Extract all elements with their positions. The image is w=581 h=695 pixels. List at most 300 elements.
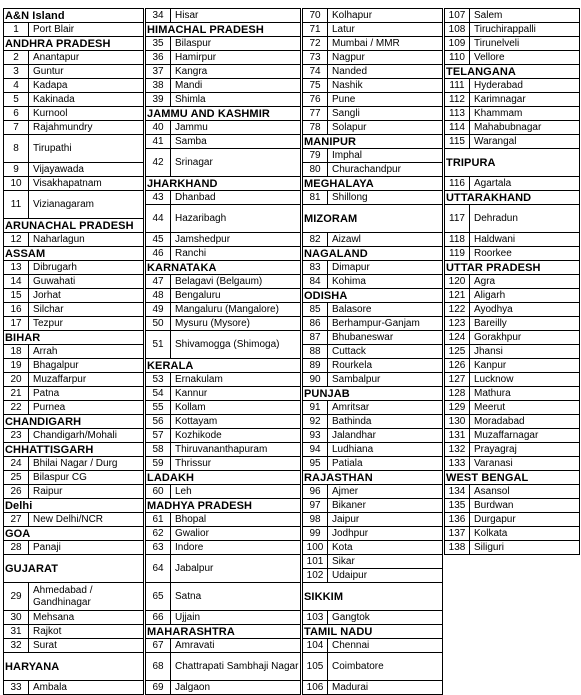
table-row [146, 37, 301, 51]
city-name: Arrah [29, 345, 144, 358]
state-heading-rajasthan: RAJASTHAN [303, 471, 443, 484]
city-name: Gorakhpur [470, 331, 580, 344]
table-row [303, 499, 443, 513]
table-row [4, 583, 144, 611]
city-name: Kolkata [470, 527, 580, 540]
city-number: 39 [146, 93, 171, 106]
state-heading-maharashtra: MAHARASHTRA [146, 625, 301, 638]
city-name: Bhilai Nagar / Durg [29, 457, 144, 470]
city-name: Thrissur [171, 457, 301, 470]
table-row [146, 275, 301, 289]
city-name: Kolhapur [328, 9, 443, 22]
table-column-3 [302, 8, 443, 695]
table-row [303, 37, 443, 51]
city-number: 51 [146, 331, 171, 358]
city-name: Gangtok [328, 611, 443, 624]
state-heading-row [146, 471, 301, 485]
city-number: 84 [303, 275, 328, 288]
table-column-1 [3, 8, 144, 695]
city-name: Ranchi [171, 247, 301, 260]
city-name: Ernakulam [171, 373, 301, 386]
table-row [146, 331, 301, 359]
state-heading-assam: ASSAM [4, 247, 144, 260]
city-number: 5 [4, 93, 29, 106]
city-name: Kangra [171, 65, 301, 78]
city-number: 11 [4, 191, 29, 218]
city-number: 29 [4, 583, 29, 610]
table-row [4, 121, 144, 135]
table-row [303, 317, 443, 331]
table-row [146, 79, 301, 93]
city-name: Kozhikode [171, 429, 301, 442]
state-heading-row [303, 387, 443, 401]
state-heading-row [4, 443, 144, 457]
city-number: 81 [303, 191, 328, 204]
city-name: Jhansi [470, 345, 580, 358]
city-number: 3 [4, 65, 29, 78]
city-name: Dhanbad [171, 191, 301, 204]
city-name: Thiruvananthapuram [171, 443, 301, 456]
table-row [445, 275, 580, 289]
state-heading-manipur: MANIPUR [303, 135, 443, 148]
table-row [4, 387, 144, 401]
table-row [445, 121, 580, 135]
city-name: Varanasi [470, 457, 580, 470]
table-row [303, 163, 443, 177]
state-heading-goa: GOA [4, 527, 144, 540]
city-number: 116 [445, 177, 470, 190]
city-name: Kakinada [29, 93, 144, 106]
city-name: Leh [171, 485, 301, 498]
table-row [445, 93, 580, 107]
table-row [303, 261, 443, 275]
city-name: Vijayawada [29, 163, 144, 176]
city-number: 95 [303, 457, 328, 470]
table-row [445, 177, 580, 191]
city-number: 24 [4, 457, 29, 470]
city-name: Indore [171, 541, 301, 554]
city-name: Karimnagar [470, 93, 580, 106]
state-heading-row [4, 555, 144, 583]
city-number: 101 [303, 555, 328, 568]
table-row [4, 233, 144, 247]
city-number: 77 [303, 107, 328, 120]
state-heading-row [303, 625, 443, 639]
city-name: Bengaluru [171, 289, 301, 302]
table-row [146, 415, 301, 429]
city-number: 80 [303, 163, 328, 176]
table-row [146, 653, 301, 681]
city-number: 37 [146, 65, 171, 78]
city-name: Burdwan [470, 499, 580, 512]
table-column-2 [145, 8, 301, 695]
table-row [445, 443, 580, 457]
state-heading-row [445, 471, 580, 485]
table-row [4, 23, 144, 37]
table-row [303, 303, 443, 317]
city-number: 70 [303, 9, 328, 22]
table-row [303, 275, 443, 289]
city-number: 85 [303, 303, 328, 316]
state-heading-row [303, 205, 443, 233]
city-number: 83 [303, 261, 328, 274]
city-name: Ahmedabad / Gandhinagar [29, 583, 144, 610]
city-number: 69 [146, 681, 171, 694]
city-name: Ayodhya [470, 303, 580, 316]
table-column-4 [444, 8, 580, 555]
table-row [146, 373, 301, 387]
table-row [303, 107, 443, 121]
state-heading-sikkim: SIKKIM [303, 583, 443, 610]
table-row [303, 681, 443, 695]
table-row [445, 37, 580, 51]
city-number: 49 [146, 303, 171, 316]
city-number: 105 [303, 653, 328, 680]
city-number: 41 [146, 135, 171, 148]
city-name: Mathura [470, 387, 580, 400]
table-row [4, 625, 144, 639]
city-number: 111 [445, 79, 470, 92]
table-row [445, 303, 580, 317]
city-number: 94 [303, 443, 328, 456]
city-name: Mehsana [29, 611, 144, 624]
city-name: Hisar [171, 9, 301, 22]
city-number: 23 [4, 429, 29, 442]
state-heading-row [303, 135, 443, 149]
city-name: Ujjain [171, 611, 301, 624]
state-heading-jammu-and-kashmir: JAMMU AND KASHMIR [146, 107, 301, 120]
city-number: 76 [303, 93, 328, 106]
state-heading-row [146, 625, 301, 639]
city-number: 31 [4, 625, 29, 638]
city-number: 2 [4, 51, 29, 64]
table-row [146, 93, 301, 107]
state-heading-tamil-nadu: TAMIL NADU [303, 625, 443, 638]
city-number: 87 [303, 331, 328, 344]
city-name: Satna [171, 583, 301, 610]
city-number: 118 [445, 233, 470, 246]
city-number: 92 [303, 415, 328, 428]
city-name: Aizawl [328, 233, 443, 246]
city-number: 74 [303, 65, 328, 78]
city-number: 54 [146, 387, 171, 400]
table-row [303, 191, 443, 205]
table-row [146, 555, 301, 583]
table-row [303, 23, 443, 37]
table-row [4, 191, 144, 219]
table-row [146, 387, 301, 401]
city-number: 131 [445, 429, 470, 442]
table-row [445, 79, 580, 93]
table-row [445, 317, 580, 331]
state-heading-bihar: BIHAR [4, 331, 144, 344]
city-name: Mumbai / MMR [328, 37, 443, 50]
table-row [303, 513, 443, 527]
state-heading-row [4, 331, 144, 345]
state-heading-aandn-island: A&N Island [4, 9, 144, 22]
city-number: 28 [4, 541, 29, 554]
table-row [4, 471, 144, 485]
table-row [445, 401, 580, 415]
table-row [4, 401, 144, 415]
table-row [303, 541, 443, 555]
state-heading-row [445, 261, 580, 275]
state-heading-tripura: TRIPURA [445, 149, 580, 176]
city-name: Roorkee [470, 247, 580, 260]
state-heading-kerala: KERALA [146, 359, 301, 372]
table-row [445, 485, 580, 499]
table-row [146, 9, 301, 23]
city-name: Bhubaneswar [328, 331, 443, 344]
city-number: 117 [445, 205, 470, 232]
city-name: Khammam [470, 107, 580, 120]
city-number: 19 [4, 359, 29, 372]
city-number: 107 [445, 9, 470, 22]
state-heading-row [146, 499, 301, 513]
city-name: Mahabubnagar [470, 121, 580, 134]
city-number: 122 [445, 303, 470, 316]
city-name: Hamirpur [171, 51, 301, 64]
city-name: Warangal [470, 135, 580, 148]
city-number: 32 [4, 639, 29, 652]
city-number: 98 [303, 513, 328, 526]
table-row [4, 51, 144, 65]
state-heading-row [146, 23, 301, 37]
state-heading-uttar-pradesh: UTTAR PRADESH [445, 261, 580, 274]
city-number: 46 [146, 247, 171, 260]
state-heading-row [4, 653, 144, 681]
city-number: 64 [146, 555, 171, 582]
state-heading-chhattisgarh: CHHATTISGARH [4, 443, 144, 456]
city-number: 22 [4, 401, 29, 414]
table-row [4, 79, 144, 93]
city-number: 62 [146, 527, 171, 540]
city-number: 58 [146, 443, 171, 456]
table-row [146, 485, 301, 499]
city-number: 30 [4, 611, 29, 624]
state-heading-madhya-pradesh: MADHYA PRADESH [146, 499, 301, 512]
city-name: Amritsar [328, 401, 443, 414]
table-row [445, 527, 580, 541]
city-number: 125 [445, 345, 470, 358]
table-row [303, 401, 443, 415]
city-name: Silchar [29, 303, 144, 316]
city-name: Kadapa [29, 79, 144, 92]
table-row [146, 303, 301, 317]
city-name: Bareilly [470, 317, 580, 330]
city-number: 113 [445, 107, 470, 120]
city-name: Guntur [29, 65, 144, 78]
city-name: Lucknow [470, 373, 580, 386]
city-name: Guwahati [29, 275, 144, 288]
state-heading-haryana: HARYANA [4, 653, 144, 680]
state-heading-row [303, 471, 443, 485]
city-name: Naharlagun [29, 233, 144, 246]
table-row [445, 23, 580, 37]
city-name: Sangli [328, 107, 443, 120]
city-name: Rajahmundry [29, 121, 144, 134]
city-number: 8 [4, 135, 29, 162]
city-number: 14 [4, 275, 29, 288]
city-name: Chattrapati Sambhaji Nagar [171, 653, 301, 680]
table-row [4, 513, 144, 527]
table-row [146, 583, 301, 611]
city-name: Berhampur-Ganjam [328, 317, 443, 330]
city-name: Dehradun [470, 205, 580, 232]
table-row [4, 107, 144, 121]
table-row [445, 9, 580, 23]
city-number: 71 [303, 23, 328, 36]
table-row [4, 457, 144, 471]
city-name: Durgapur [470, 513, 580, 526]
city-number: 10 [4, 177, 29, 190]
city-number: 102 [303, 569, 328, 582]
table-row [4, 429, 144, 443]
table-row [445, 135, 580, 149]
city-name: Agra [470, 275, 580, 288]
city-number: 35 [146, 37, 171, 50]
table-row [146, 443, 301, 457]
state-heading-gujarat: GUJARAT [4, 555, 144, 582]
table-row [303, 555, 443, 569]
table-row [303, 9, 443, 23]
state-heading-row [4, 415, 144, 429]
city-name: Vizianagaram [29, 191, 144, 218]
city-number: 63 [146, 541, 171, 554]
table-row [4, 261, 144, 275]
city-number: 47 [146, 275, 171, 288]
state-heading-odisha: ODISHA [303, 289, 443, 302]
city-name: Patiala [328, 457, 443, 470]
state-heading-meghalaya: MEGHALAYA [303, 177, 443, 190]
city-name: Cuttack [328, 345, 443, 358]
table-row [303, 485, 443, 499]
table-row [4, 359, 144, 373]
table-row [303, 653, 443, 681]
city-name: Muzaffarpur [29, 373, 144, 386]
table-row [445, 51, 580, 65]
city-number: 127 [445, 373, 470, 386]
city-name: Bilaspur CG [29, 471, 144, 484]
city-name: Dimapur [328, 261, 443, 274]
city-number: 4 [4, 79, 29, 92]
city-name: Hyderabad [470, 79, 580, 92]
table-row [146, 639, 301, 653]
city-number: 120 [445, 275, 470, 288]
city-number: 1 [4, 23, 29, 36]
city-name: Meerut [470, 401, 580, 414]
city-name: Jodhpur [328, 527, 443, 540]
city-number: 93 [303, 429, 328, 442]
table-row [445, 345, 580, 359]
state-heading-punjab: PUNJAB [303, 387, 443, 400]
city-name: Jalgaon [171, 681, 301, 694]
table-row [445, 499, 580, 513]
city-number: 21 [4, 387, 29, 400]
table-row [303, 429, 443, 443]
city-name: Srinagar [171, 149, 301, 176]
state-heading-telangana: TELANGANA [445, 65, 580, 78]
city-name: Latur [328, 23, 443, 36]
city-name: Tirunelveli [470, 37, 580, 50]
city-number: 114 [445, 121, 470, 134]
state-heading-row [4, 527, 144, 541]
table-row [303, 611, 443, 625]
table-row [4, 681, 144, 695]
table-row [303, 79, 443, 93]
city-name: Chennai [328, 639, 443, 652]
city-number: 13 [4, 261, 29, 274]
city-name: Shivamogga (Shimoga) [171, 331, 301, 358]
table-row [445, 429, 580, 443]
city-number: 67 [146, 639, 171, 652]
table-row [445, 373, 580, 387]
table-row [303, 373, 443, 387]
table-row [445, 541, 580, 555]
city-name: Jalandhar [328, 429, 443, 442]
table-row [4, 65, 144, 79]
city-name: Raipur [29, 485, 144, 498]
table-row [4, 275, 144, 289]
city-number: 91 [303, 401, 328, 414]
table-row [445, 289, 580, 303]
state-heading-row [4, 247, 144, 261]
state-heading-row [303, 583, 443, 611]
state-heading-row [146, 107, 301, 121]
table-row [4, 135, 144, 163]
city-number: 65 [146, 583, 171, 610]
table-row [303, 233, 443, 247]
city-number: 38 [146, 79, 171, 92]
city-number: 108 [445, 23, 470, 36]
city-number: 25 [4, 471, 29, 484]
city-number: 55 [146, 401, 171, 414]
table-row [303, 331, 443, 345]
state-heading-row [303, 289, 443, 303]
city-number: 15 [4, 289, 29, 302]
table-row [303, 345, 443, 359]
city-number: 90 [303, 373, 328, 386]
city-name: Visakhapatnam [29, 177, 144, 190]
city-number: 68 [146, 653, 171, 680]
state-heading-row [4, 37, 144, 51]
city-name: Gwalior [171, 527, 301, 540]
city-number: 99 [303, 527, 328, 540]
city-name: Kanpur [470, 359, 580, 372]
state-heading-himachal-pradesh: HIMACHAL PRADESH [146, 23, 301, 36]
city-number: 78 [303, 121, 328, 134]
table-row [146, 513, 301, 527]
city-name: Coimbatore [328, 653, 443, 680]
state-heading-chandigarh: CHANDIGARH [4, 415, 144, 428]
table-row [4, 93, 144, 107]
table-row [146, 611, 301, 625]
city-number: 17 [4, 317, 29, 330]
table-row [445, 457, 580, 471]
city-number: 136 [445, 513, 470, 526]
table-row [146, 121, 301, 135]
city-name: Tiruchirappalli [470, 23, 580, 36]
city-number: 50 [146, 317, 171, 330]
city-number: 126 [445, 359, 470, 372]
city-name: Ludhiana [328, 443, 443, 456]
city-number: 60 [146, 485, 171, 498]
state-heading-uttarakhand: UTTARAKHAND [445, 191, 580, 204]
state-heading-andhra-pradesh: ANDHRA PRADESH [4, 37, 144, 50]
state-heading-row [4, 219, 144, 233]
city-name: Agartala [470, 177, 580, 190]
state-heading-west-bengal: WEST BENGAL [445, 471, 580, 484]
